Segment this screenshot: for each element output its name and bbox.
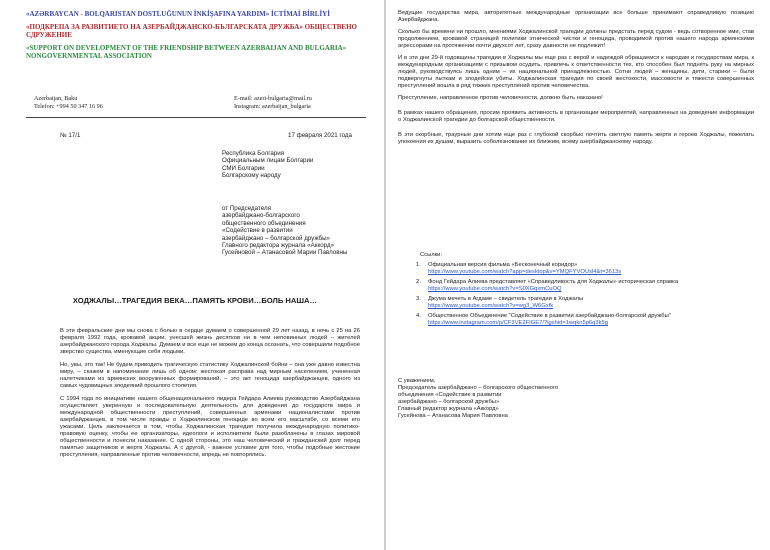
link-title: Фонд Гейдара Алиева представляет «Справедливость для Ходжалы» историческая справка: [428, 279, 679, 285]
link-item: [416, 279, 754, 293]
closing-line: объединения «Содействие в развитии: [398, 392, 502, 398]
contact-email: E-mail: azeri-bulgaria@mail.ru: [234, 95, 312, 102]
letter-date: 17 февраля 2021 года: [288, 132, 352, 139]
org-name-en: «SUPPORT ON DEVELOPMENT OF THE FRIENDSHIP BETWEEN AZERBAIJAN AND BULGARIA»: [26, 43, 347, 52]
letter-body-right: [398, 10, 754, 146]
sender-line: азербайджано-болгарского: [222, 212, 300, 220]
recipient-line: Официальным лицам Болгарии: [222, 157, 314, 165]
link-item: [416, 313, 754, 327]
contact-phone: Telefon: +994 50 347 16 96: [34, 103, 103, 110]
link-number: 2.: [416, 279, 421, 285]
recipient-line: Республика Болгария: [222, 150, 285, 157]
link-title: Общественное Объединение "Содействие в развитии азербайджано-болгарской дружбы": [428, 313, 671, 319]
body-paragraph: В рамках нашего обращения, просим проявить активность в организации мероприятий, направленных на доведение информации о Ходжалинской трагедии до болгарской общественности.: [398, 110, 754, 123]
sender-block: [222, 205, 382, 257]
org-name-az: «AZƏRBAYCAN - BOLQARISTAN DOSTLUĞUNUN İNKİŞAFINA YARDIM» İCTİMAİ BİRLİYİ: [26, 10, 330, 18]
link-item: [416, 296, 754, 310]
body-paragraph: В эти февральские дни мы снова с болью в сердце думаем о совершенной 29 лет назад, в ночь с 25 на 26 февраля 1992 года, кровавой акции, унесшей жизнь десятков ни в чем неповинных людей – жителей азербайджанского города Ходжалы. Думаем и все еще не можем до конца осознать, что совершили подобное зверство существа, именующие себя людьми.: [60, 328, 360, 355]
org-name-en-2: NONGOVERNMENTAL ASSOCIATION: [26, 52, 152, 61]
closing-line: Главный редактор журнала «Аккорд»: [398, 406, 499, 412]
contact-city: Azerbaijan, Baku: [34, 95, 78, 102]
recipients: [222, 150, 372, 180]
link-url[interactable]: https://www.youtube.com/watch?v=wg3_W6Gxfk: [428, 303, 554, 309]
body-paragraph: С 1994 года по инициативе нашего общенационального лидера Гейдара Алиева руководство Азербайджана осуществляет уверенную и последовательную деятельность для доведения до государств мира и международной общественности преступлений, совершенных армянами националистами против азербайджанцев, в том числе правды о Ходжалинском геноциде во всем его масштабе, со всеми его ужасами. Цель заключается в том, чтобы Ходжалинская трагедия получила международную политико-правовую оценку, чтобы ее организаторы, идеологи и исполнители были разоблачены в глазах мировой общественности и понесли наказание. С одной стороны, это наш человеческий и гражданский долг перед памятью защитников и жертв Ходжалы. А с другой, - важное условие для того, чтобы подобные жестокие преступления, направленные против человечности, впредь не повторялись.: [60, 396, 360, 458]
headline: ХОДЖАЛЫ…ТРАГЕДИЯ ВЕКА…ПАМЯТЬ КРОВИ…БОЛЬ НАША…: [72, 296, 318, 305]
link-title: Официальная версия фильма «Бесконечный коридор»: [428, 262, 578, 268]
link-number: 3.: [416, 296, 421, 302]
link-url[interactable]: https://www.youtube.com/watch?v=S0XGqxmCuOQ: [428, 286, 562, 292]
org-name-bg: «ПОДКРЕПА ЗА РАЗВИТИЕТО НА АЗЕРБАЙДЖАНСКО-БЪЛГАРСКАТА ДРУЖБА» ОБЩЕСТВЕНО СДРУЖЕНИЕ: [26, 22, 357, 40]
letterhead: [26, 10, 366, 61]
body-paragraph: Преступление, направленное против человечности, должно быть наказано!: [398, 95, 603, 101]
closing-block: [398, 378, 698, 420]
sender-line: Гусейновой – Атанасовой Марии Павловны: [222, 249, 348, 257]
link-number: 1.: [416, 262, 421, 268]
link-item: [416, 262, 754, 276]
body-paragraph: В эти скорбные, траурные дни хотим еще раз с глубокой скорбью почтить светлую память жертв и героев Ходжалы, пожелать упокоения их душам, выразить соболезнование их близким, всему азербайджанскому народу.: [398, 132, 754, 145]
body-paragraph: Но, увы, это так! Не будем приводить трагическую статистику Ходжалинской бойни – она уже давно известна миру, – скажем в напоминание лишь об одном: жестокая расправа над мирным населением, учиненная налетчиками из армянских вооруженных формирований, – это акт геноцида азербайджанцев, одного из самых чудовищных злодеяний прошлого столетия.: [60, 362, 360, 389]
letter-body-left: [60, 328, 360, 459]
link-url[interactable]: https://www.instagram.com/p/CF3VE2FIGE7/?igshid=1wqkn5p6q3k5g: [428, 320, 608, 326]
sender-line: азербайджано – болгарской дружбы»: [222, 234, 330, 242]
body-paragraph: Сколько бы времени ни прошло, мнениями Ходжалинской трагедии должны предстать перед судом - ведь сотворенное ими, став продолжением, кровавой страницей политики этнической чистки и геноцида, проводимой против нашего народа армянскими агрессорами на протяжении почти двухсот лет, сразу давности не подлежит!: [398, 29, 754, 49]
sender-line: от Председателя: [222, 205, 271, 212]
body-paragraph: И в эти дни 29-й годовщины трагедии в Ходжалы мы еще раз с верой и надеждой обращаемся к народам и государствам мира, к международным организациям с призывом осудить, привлечь к ответственности тех, кто способен был поднять руку на мирных людей, руководствуясь лишь одним – их национальной принадлежностью. Сотни людей – женщины, дети, старики – были подвергнуты пыткам и злодейски убиты. Ходжалинская трагедия по своей жестокости, массовости и тяжести совершенных преступлений вошла в ряд тяжких преступлений против человечества.: [398, 55, 754, 89]
sender-line: Главного редактора журнала «Аккорд»: [222, 242, 335, 250]
link-title: Джума мечеть в Агдаме – свидетель трагедии в Ходжалы: [428, 296, 584, 302]
closing-line: азербайджано – болгарской дружбы»: [398, 399, 500, 405]
letter-page-1: [0, 0, 384, 550]
link-number: 4.: [416, 313, 421, 319]
closing-line: С уважением,: [398, 378, 436, 384]
letter-page-2: [386, 0, 770, 550]
links-heading: Ссылки:: [420, 252, 443, 258]
header-divider: [26, 117, 366, 118]
body-paragraph: Ведущие государства мира, авторитетные международные организации все больше принимают справедливую позицию Азербайджана.: [398, 10, 754, 23]
sender-line: общественного объединения: [222, 219, 306, 227]
closing-line: Председатель азербайджано – болгарского общественного: [398, 385, 559, 391]
closing-line: Гусейнова – Атанасова Мария Павловна: [398, 413, 508, 419]
link-url[interactable]: https://www.youtube.com/watch?app=desktop&v=YMQFYVOUsl4&t=3613s: [428, 269, 622, 275]
recipient-line: СМИ Болгарии: [222, 164, 265, 172]
contact-instagram: Instagram: azerbaijan_bulgaria: [234, 103, 311, 110]
links-list: [416, 262, 754, 327]
sender-line: «Содействие в развитии: [222, 227, 293, 235]
recipient-line: Болгарскому народу: [222, 172, 281, 180]
letter-number: № 17/1: [60, 132, 81, 139]
